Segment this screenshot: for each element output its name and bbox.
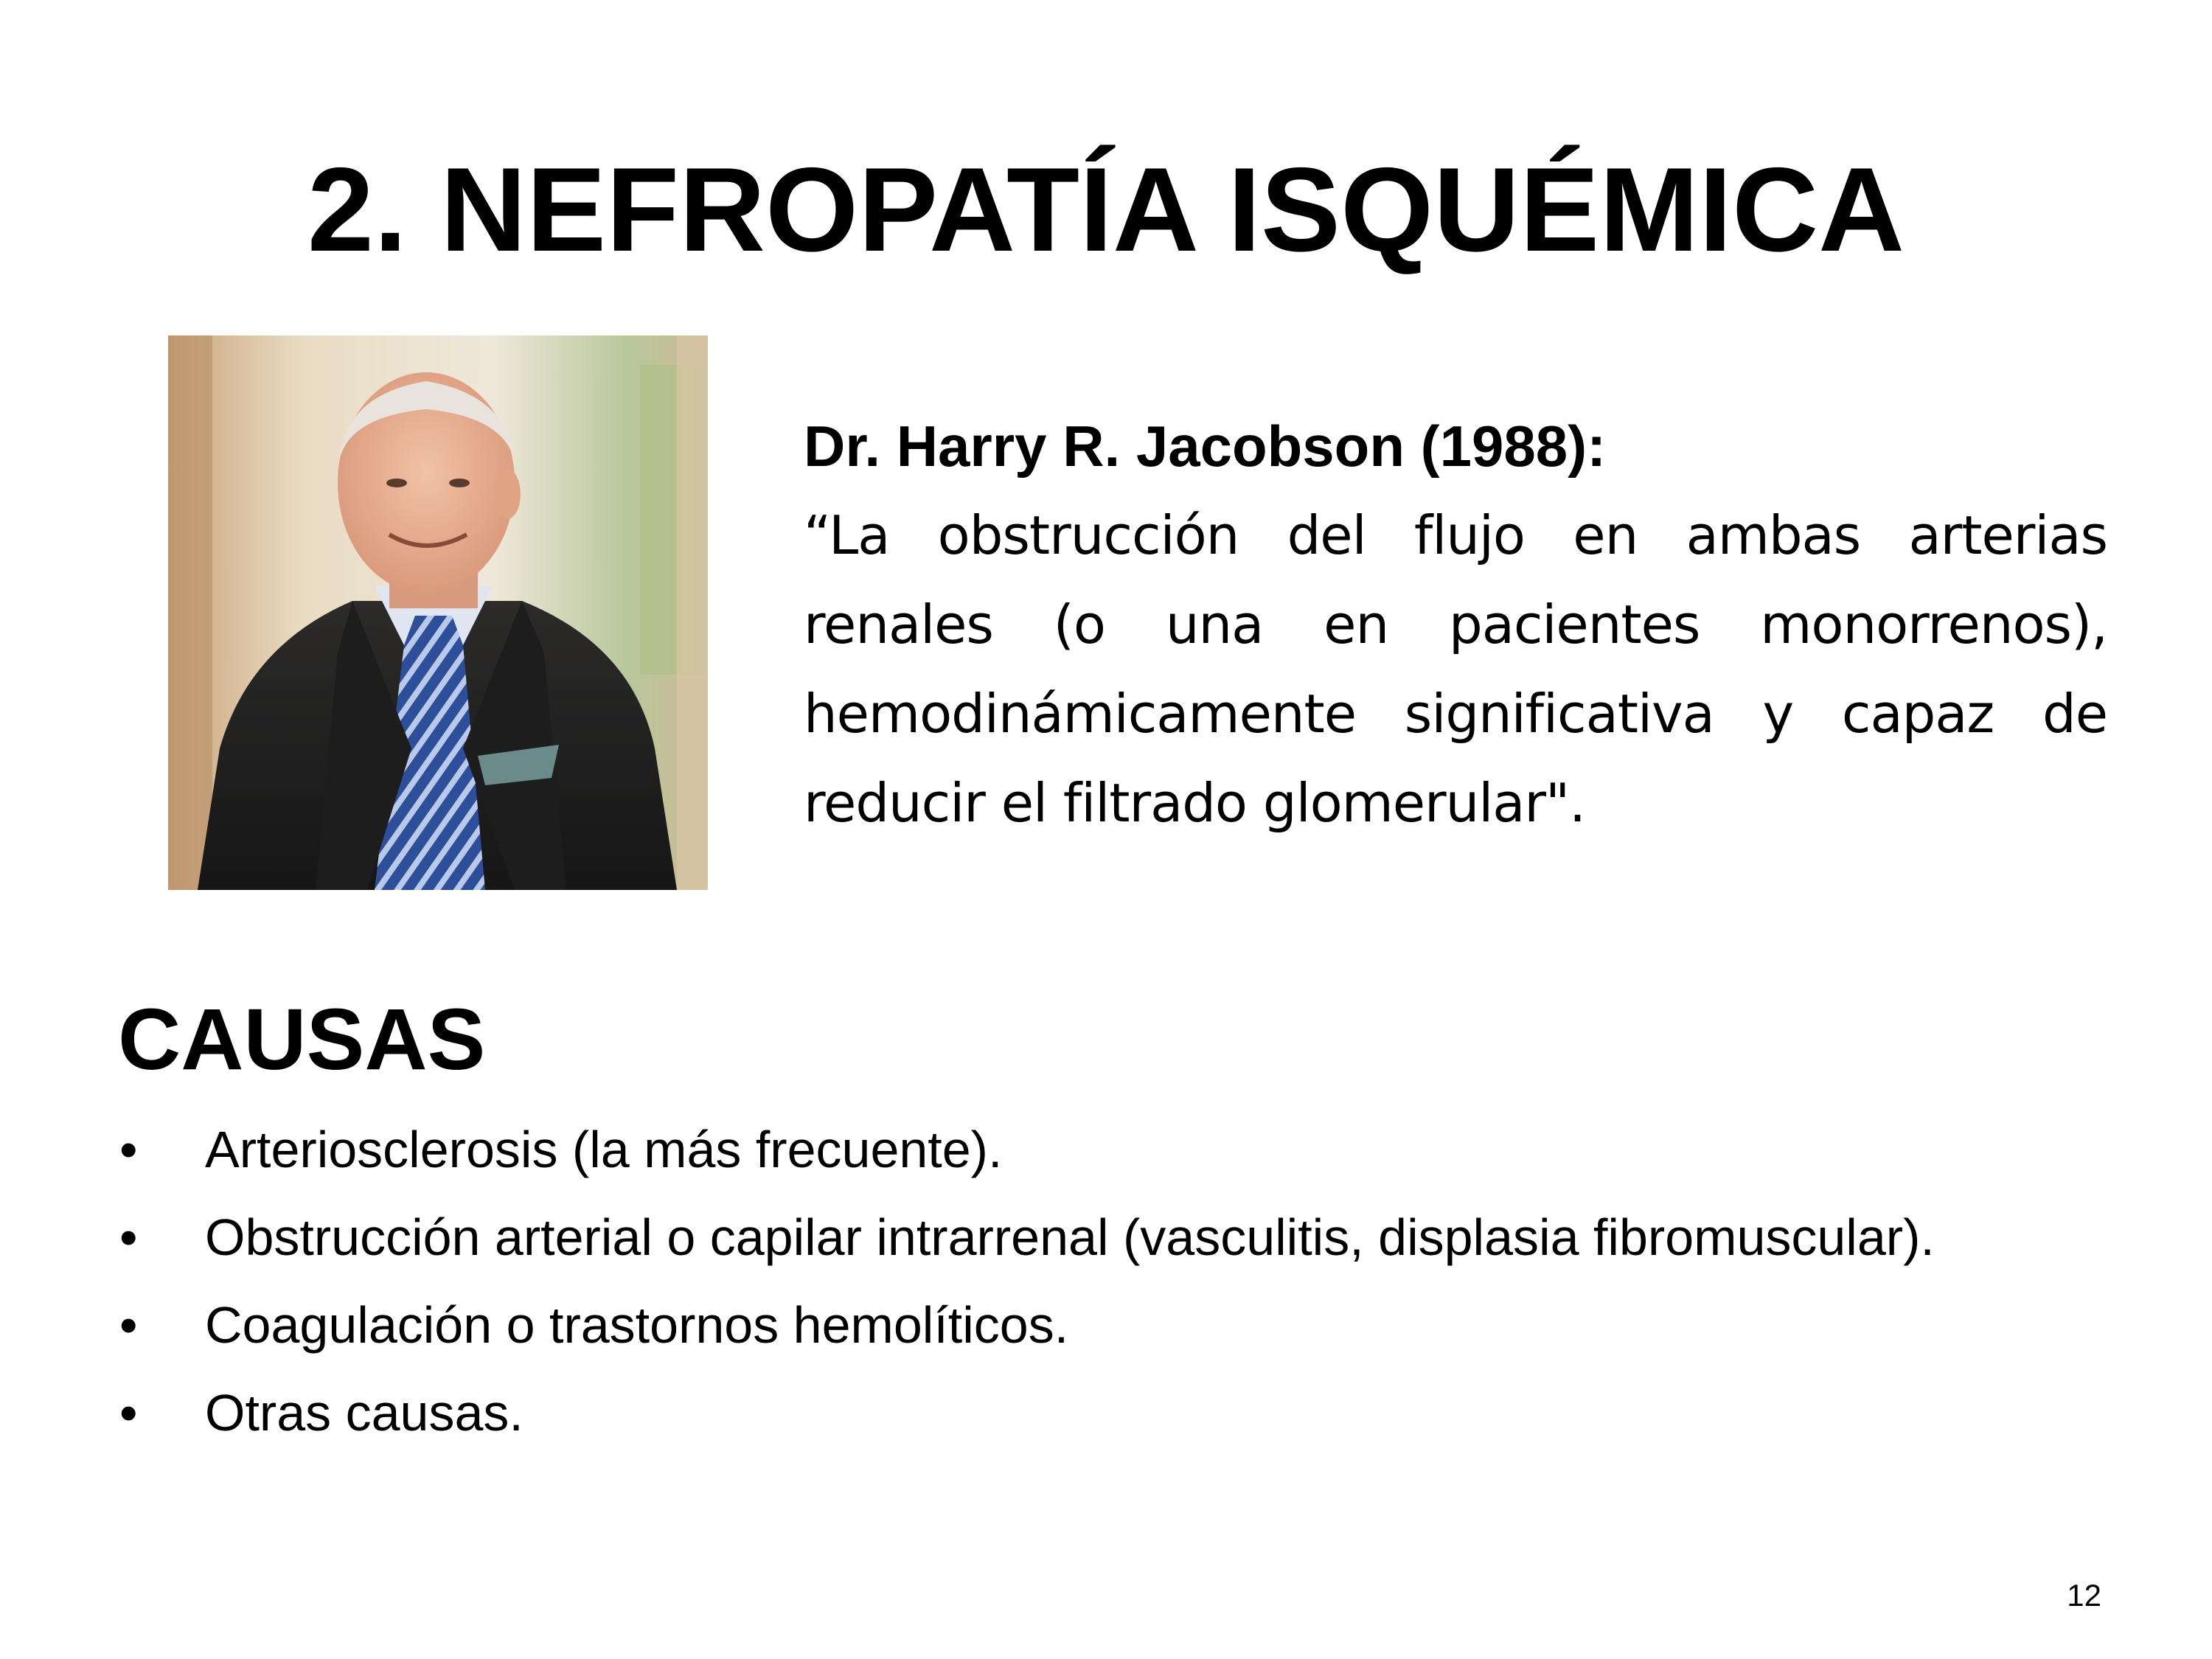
quote-author: Dr. Harry R. Jacobson (1988):: [804, 414, 1607, 479]
quote-text: “La obstrucción del flujo en ambas arterias renales (o una en pacientes monorrenos), hemodinámicamente significativa y capaz de reducir el filtrado glomerular".: [804, 504, 2107, 834]
bullet-icon: •: [119, 1208, 138, 1266]
list-item-text: Obstrucción arterial o capilar intrarrenal (vasculitis, displasia fibromuscular).: [205, 1208, 1935, 1266]
list-item-text: Arteriosclerosis (la más frecuente).: [205, 1121, 1003, 1178]
quote-block: [804, 402, 2107, 848]
slide-title: 2. NEFROPATÍA ISQUÉMICA: [307, 143, 1905, 276]
list-item: [118, 1194, 2183, 1281]
list-item: [118, 1369, 2183, 1457]
bullet-icon: •: [119, 1384, 138, 1441]
list-item-text: Otras causas.: [205, 1384, 524, 1441]
bullet-icon: •: [119, 1121, 138, 1178]
causes-heading: CAUSAS: [118, 991, 486, 1088]
list-item: [118, 1281, 2183, 1369]
list-item: [118, 1106, 2183, 1194]
causes-list: [118, 1106, 2183, 1457]
portrait-photo: [168, 335, 708, 890]
bullet-icon: •: [119, 1296, 138, 1354]
page-number: 12: [2067, 1578, 2101, 1613]
list-item-text: Coagulación o trastornos hemolíticos.: [205, 1296, 1069, 1354]
